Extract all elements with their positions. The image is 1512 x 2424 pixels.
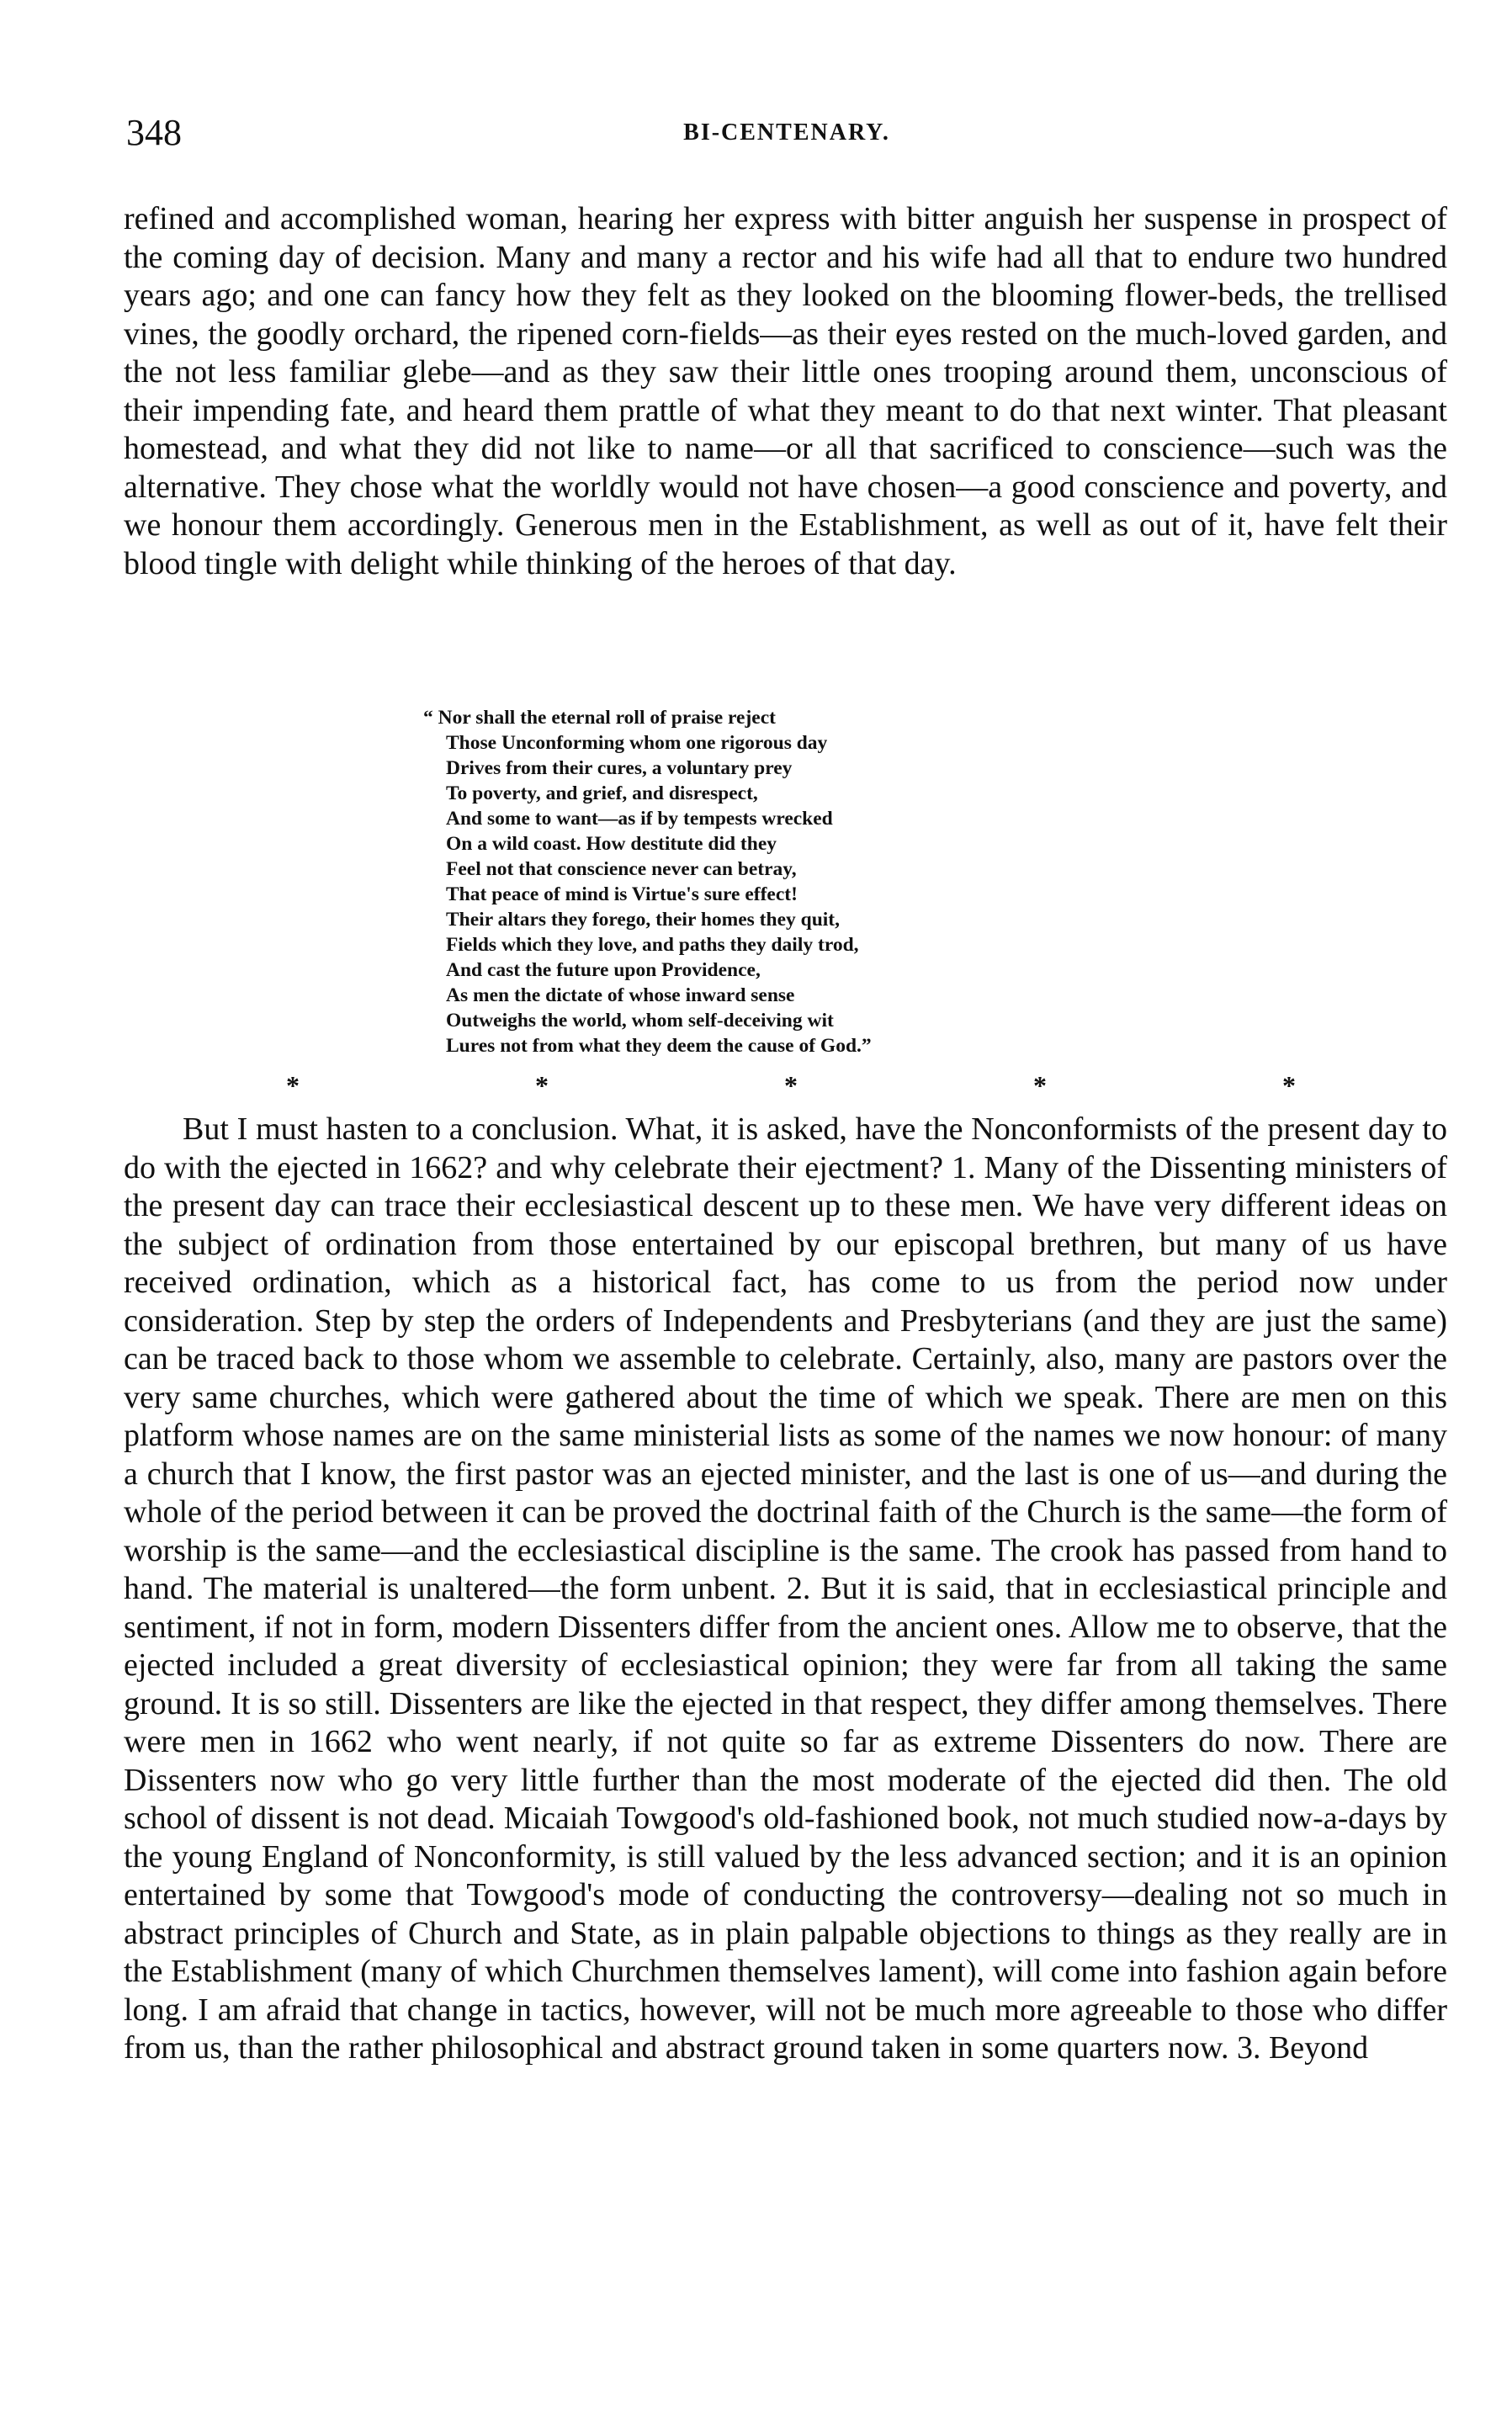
- poem-line: As men the dictate of whose inward sense: [446, 984, 795, 1006]
- asterisk: *: [1033, 1070, 1047, 1101]
- running-head: [126, 109, 1447, 160]
- running-title: BI-CENTENARY.: [683, 119, 890, 146]
- poem-line: Their altars they forego, their homes they quit,: [446, 909, 841, 931]
- poem-line: And some to want—as if by tempests wrecked: [446, 808, 833, 830]
- poem-line: And cast the future upon Providence,: [446, 959, 761, 981]
- asterisk: *: [535, 1070, 549, 1101]
- section-separator: [286, 1069, 1296, 1102]
- quoted-sonnet: [423, 705, 1136, 1058]
- paragraph-first: refined and accomplished woman, hearing her express with bitter anguish her suspense in prospect of the coming day of decision. Many and many a rector and his wife had all that to endure two hundred years ago; and one can fancy how they felt as they looked on the blooming flower-beds, the trellised vines, the goodly orchard, the ripened corn-fields—as their eyes rested on the much-loved garden, and the not less familiar glebe—and as they saw their little ones trooping around them, unconscious of their impending fate, and heard them prattle of what they meant to do that next winter. That pleasant homestead, and what they did not like to name—or all that sacrificed to conscience—such was the alternative. They chose what the worldly would not have chosen—a good conscience and poverty, and we honour them accordingly. Generous men in the Establishment, as well as out of it, have felt their blood tingle with delight while thinking of the heroes of that day.: [124, 201, 1447, 581]
- poem-line: To poverty, and grief, and disrespect,: [446, 782, 758, 804]
- poem-line: Drives from their cures, a voluntary prey: [446, 757, 793, 779]
- poem-line: Those Unconforming whom one rigorous day: [446, 732, 828, 754]
- asterisk: *: [784, 1070, 798, 1101]
- poem-line: Outweighs the world, whom self-deceiving wit: [446, 1010, 834, 1032]
- poem-line: On a wild coast. How destitute did they: [446, 833, 777, 855]
- asterisk: *: [286, 1070, 300, 1101]
- poem-line: “ Nor shall the eternal roll of praise reject: [423, 707, 776, 729]
- poem-line: Feel not that conscience never can betray,: [446, 858, 797, 880]
- poem-line: Lures not from what they deem the cause of God.”: [446, 1035, 872, 1057]
- poem-line: That peace of mind is Virtue's sure effect!: [446, 883, 798, 905]
- poem-line: Fields which they love, and paths they daily trod,: [446, 934, 859, 956]
- page-number: 348: [126, 112, 182, 153]
- asterisk: *: [1282, 1070, 1296, 1101]
- paragraph-second: But I must hasten to a conclusion. What, it is asked, have the Nonconformists of the present day to do with the ejected in 1662? and why celebrate their ejectment? 1. Many of the Dissenting ministers of the present day can trace their ecclesiastical descent up to these men. We have very different ideas on the subject of ordination from those entertained by our episcopal brethren, but many of us have received ordination, which as a historical fact, has come to us from the period now under consideration. Step by step the orders of Independents and Presbyterians (and they are just the same) can be traced back to those whom we assemble to celebrate. Certainly, also, many are pastors over the very same churches, which were gathered about the time of which we speak. There are men on this platform whose names are on the same ministerial lists as some of the names we now honour: of many a church that I know, the first pastor was an ejected minister, and the last is one of us—and during the whole of the period between it can be proved the doctrinal faith of the Church is the same—the form of worship is the same—and the ecclesiastical discipline is the same. The crook has passed from hand to hand. The material is unaltered—the form unbent. 2. But it is said, that in ecclesiastical principle and sentiment, if not in form, modern Dissenters differ from the ancient ones. Allow me to observe, that the ejected included a great diversity of ecclesiastical opinion; they were far from all taking the same ground. It is so still. Dissenters are like the ejected in that respect, they differ among themselves. There were men in 1662 who went nearly, if not quite so far as extreme Dissenters do now. There are Dissenters now who go very little further than the most moderate of the ejected did then. The old school of dissent is not dead. Micaiah Towgood's old-fashioned book, not much studied now-a-days by the young England of Nonconformity, is still valued by the less advanced section; and it is an opinion entertained by some that Towgood's mode of conducting the controversy—dealing not so much in abstract principles of Church and State, as in plain palpable objections to things as they really are in the Establishment (many of which Churchmen themselves lament), will come into fashion again before long. I am afraid that change in tactics, however, will not be much more agreeable to those who differ from us, than the rather philosophical and abstract ground taken in some quarters now. 3. Beyond: [124, 1111, 1447, 2066]
